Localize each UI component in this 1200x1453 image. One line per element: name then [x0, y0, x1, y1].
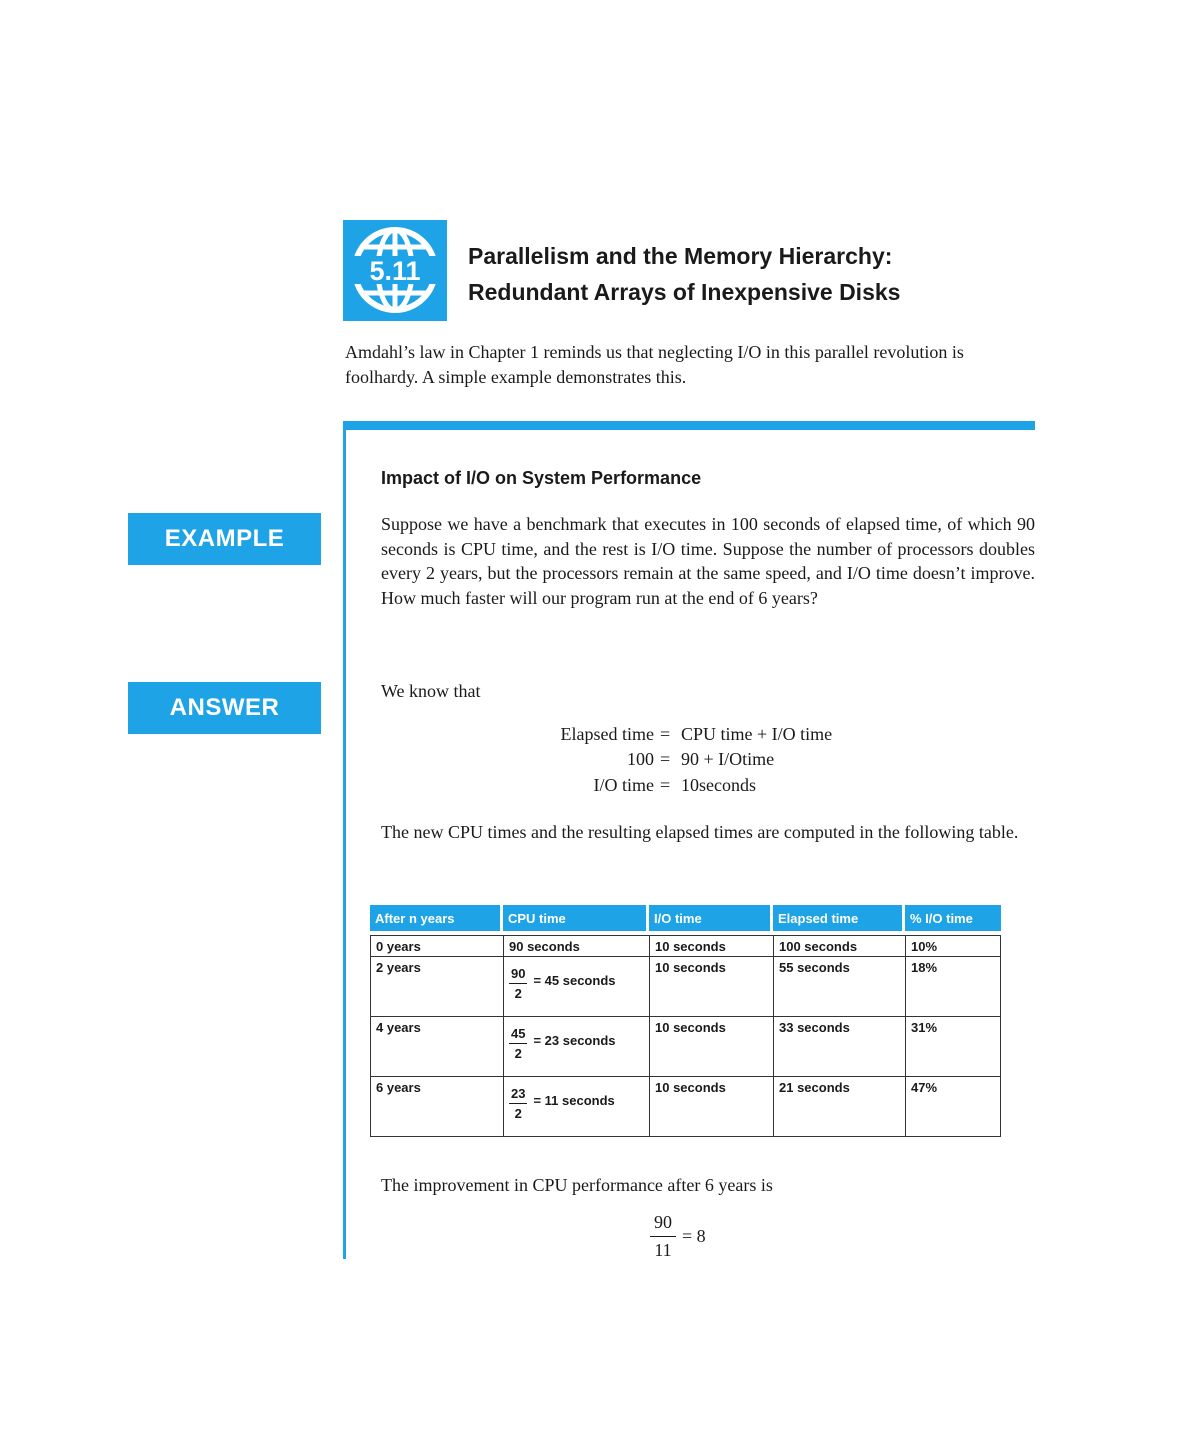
pct-cell: 47% — [905, 1077, 1001, 1137]
cpu-result: = 45 seconds — [533, 973, 616, 988]
io-cell: 10 seconds — [649, 1017, 773, 1077]
pct-cell: 10% — [905, 935, 1001, 957]
equals-sign: = — [660, 775, 671, 795]
table-header: Elapsed time — [773, 905, 905, 931]
example-text: Suppose we have a benchmark that executes in 100 seconds of elapsed time, of which 90 seconds is CPU time, and the rest is I/O time. Suppose the number of processors doubles every 2 years, but the processors remain at the same speed, and I/O time doesn’t improve. How much faster will our program run at the end of 6 years? — [381, 514, 1035, 608]
equation-right: CPU time + I/O time — [681, 724, 833, 744]
equals-sign: = — [660, 724, 671, 744]
elapsed-cell: 55 seconds — [773, 957, 905, 1017]
io-cell: 10 seconds — [649, 957, 773, 1017]
final-result: = 8 — [682, 1226, 706, 1246]
equation-left: 100 — [627, 749, 654, 769]
globe-icon — [343, 220, 447, 321]
section-rule — [343, 421, 1035, 430]
fraction — [650, 1212, 676, 1261]
equation-left: Elapsed time — [560, 724, 654, 744]
elapsed-cell: 21 seconds — [773, 1077, 905, 1137]
section-title-line2: Redundant Arrays of Inexpensive Disks — [468, 279, 901, 305]
equation-left: I/O time — [593, 775, 654, 795]
example-label: EXAMPLE — [128, 513, 321, 565]
cpu-result: = 11 seconds — [533, 1093, 615, 1108]
cpu-cell — [503, 1077, 649, 1137]
margin-rule — [343, 421, 346, 1259]
fraction-denominator: 11 — [654, 1240, 672, 1260]
table-row — [370, 1077, 1001, 1137]
fraction — [509, 1086, 527, 1121]
pct-cell: 31% — [905, 1017, 1001, 1077]
fraction — [509, 966, 527, 1001]
results-table — [370, 905, 1001, 1137]
table-header: I/O time — [649, 905, 773, 931]
table-row — [370, 935, 1001, 957]
table-header: After n years — [370, 905, 503, 931]
section-title-line1: Parallelism and the Memory Hierarchy: — [468, 243, 893, 269]
section-badge — [343, 220, 447, 321]
table-header: CPU time — [503, 905, 649, 931]
fraction-numerator: 45 — [509, 1026, 527, 1044]
equation-right: 90 + I/Otime — [681, 749, 775, 769]
fraction-numerator: 90 — [509, 966, 527, 984]
answer-label: ANSWER — [128, 682, 321, 734]
years-cell: 6 years — [370, 1077, 503, 1137]
answer-intro: We know that — [381, 681, 481, 701]
equation-row — [0, 722, 1200, 746]
cpu-result: = 23 seconds — [533, 1033, 616, 1048]
final-equation — [650, 1212, 706, 1261]
example-heading: Impact of I/O on System Performance — [381, 468, 702, 488]
elapsed-cell: 33 seconds — [773, 1017, 905, 1077]
section-title — [468, 238, 1068, 310]
cpu-cell — [503, 1017, 649, 1077]
equation-row — [0, 747, 1200, 771]
equation-row — [0, 773, 1200, 797]
table-intro: The new CPU times and the resulting elapsed times are computed in the following table. — [381, 822, 1019, 842]
years-cell: 0 years — [370, 935, 503, 957]
cpu-cell: 90 seconds — [503, 935, 649, 957]
fraction-numerator: 23 — [509, 1086, 527, 1104]
equals-sign: = — [660, 749, 671, 769]
table-row — [370, 1017, 1001, 1077]
fraction-numerator: 90 — [650, 1212, 676, 1237]
improvement-text: The improvement in CPU performance after 6 years is — [381, 1175, 773, 1195]
equation-right: 10seconds — [681, 775, 756, 795]
section-number: 5.11 — [369, 256, 421, 286]
years-cell: 2 years — [370, 957, 503, 1017]
cpu-cell — [503, 957, 649, 1017]
io-cell: 10 seconds — [649, 935, 773, 957]
table-header: % I/O time — [905, 905, 1001, 931]
years-cell: 4 years — [370, 1017, 503, 1077]
intro-paragraph: Amdahl’s law in Chapter 1 reminds us that neglecting I/O in this parallel revolution is foolhardy. A simple example demonstrates this. — [345, 342, 964, 387]
fraction — [509, 1026, 527, 1061]
io-cell: 10 seconds — [649, 1077, 773, 1137]
fraction-denominator: 2 — [514, 1046, 522, 1061]
fraction-denominator: 2 — [514, 986, 522, 1001]
table-row — [370, 957, 1001, 1017]
table-header-row — [370, 905, 1001, 931]
pct-cell: 18% — [905, 957, 1001, 1017]
fraction-denominator: 2 — [514, 1106, 522, 1121]
elapsed-cell: 100 seconds — [773, 935, 905, 957]
